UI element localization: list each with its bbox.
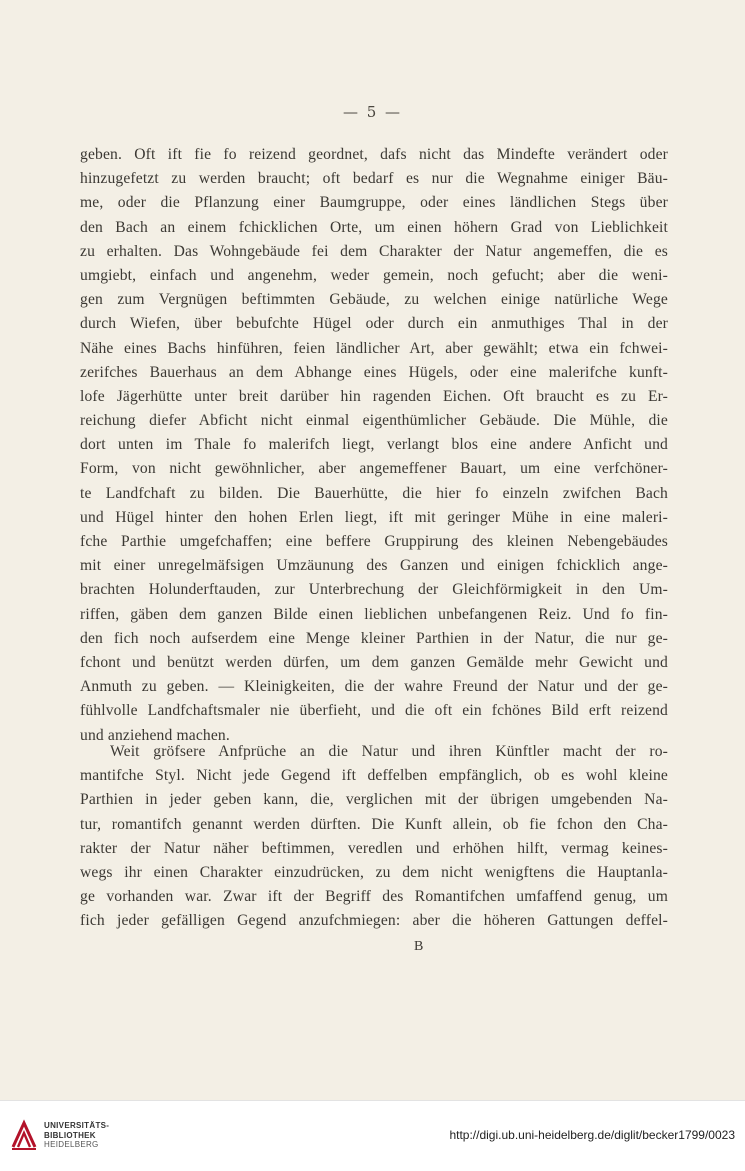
text-line: mit einer unregelmäfsigen Umzäunung des Ganzen und einigen fchicklich ange- (80, 557, 668, 575)
library-name-line-3: HEIDELBERG (44, 1140, 99, 1149)
text-line: zerifches Bauerhaus an dem Abhange eines Hügels, oder eine malerifche kunft- (80, 363, 668, 381)
text-line: me, oder die Pflanzung einer Baumgruppe, oder eines ländlichen Stegs über (80, 194, 668, 212)
text-line: mantifche Styl. Nicht jede Gegend ift deffelben empfänglich, ob es wohl kleine (80, 767, 668, 785)
signature-mark: B (414, 939, 424, 954)
text-line: riffen, gäben dem ganzen Bilde einen lieblichen unbefangenen Reiz. Und fo fin- (80, 605, 668, 623)
footer-bar (0, 1100, 745, 1171)
text-line: Nähe eines Bachs hinführen, feien ländlicher Art, aber gewählt; etwa ein fchwei- (80, 339, 668, 357)
text-line: den fich noch aufserdem eine Menge kleiner Parthien in der Natur, die nur ge- (80, 629, 668, 647)
text-line: und anziehend machen. (80, 726, 230, 744)
text-line: fchont und benützt werden dürfen, um dem ganzen Gemälde mehr Gewicht und (80, 653, 668, 671)
text-line: fich jeder gefälligen Gegend anzufchmiegen: aber die höheren Gattungen deffel- (80, 912, 668, 930)
library-name[interactable] (44, 1121, 109, 1150)
paragraph-1 (80, 143, 668, 748)
text-line: gen zum Vergnügen beftimmten Gebäude, zu welchen einige natürliche Wege (80, 291, 668, 309)
text-line: umgiebt, einfach und angenehm, weder gemein, noch gefucht; aber die weni- (80, 266, 668, 284)
text-line: Weit gröfsere Anfprüche an die Natur und ihren Künftler macht der ro- (110, 743, 668, 760)
library-name-line-1: UNIVERSITÄTS- (44, 1121, 110, 1130)
text-line: und Hügel hinter den hohen Erlen liegt, ift mit geringer Mühe in eine maleri- (80, 508, 668, 526)
paragraph-2 (80, 740, 668, 934)
text-line: ge vorhanden war. Zwar ift der Begriff des Romantifchen umfaffend genug, um (80, 888, 668, 906)
text-line: fche Parthie umgefchaffen; eine beffere Gruppirung des kleinen Nebengebäudes (80, 533, 668, 550)
page-url-link[interactable]: http://digi.ub.uni-heidelberg.de/diglit/becker1799/0023 (449, 1128, 735, 1142)
text-line: Form, von nicht gewöhnlicher, aber angemeffener Bauart, um eine verfchöner- (80, 460, 668, 478)
text-line: den Bach an einem fchicklichen Orte, um einen höhern Grad von Lieblichkeit (80, 218, 668, 236)
text-line: te Landfchaft zu bilden. Die Bauerhütte, die hier fo einzeln zwifchen Bach (80, 484, 668, 502)
text-line: lofe Jägerhütte unter breit darüber hin ragenden Eichen. Oft braucht es zu Er- (80, 387, 668, 405)
text-line: tur, romantifch genannt werden dürften. Die Kunft allein, ob fie fchon den Cha- (80, 815, 668, 833)
text-line: reichung diefer Abficht nicht einmal eigenthümlicher Gebäude. Die Mühle, die (80, 412, 668, 430)
text-line: Anmuth zu geben. — Kleinigkeiten, die der wahre Freund der Natur und der ge- (80, 678, 668, 696)
text-line: hinzugefetzt zu werden braucht; oft bedarf es nur die Wegnahme einiger Bäu- (80, 170, 668, 188)
text-line: durch Wiefen, über bebufchte Hügel oder durch ein anmuthiges Thal in der (80, 315, 668, 333)
university-library-logo-icon[interactable] (10, 1119, 38, 1151)
text-line: zu erhalten. Das Wohngebäude fei dem Charakter der Natur angemeffen, die es (80, 242, 668, 260)
text-line: rakter der Natur näher beftimmen, veredlen und erhöhen hilft, vermag keines- (80, 839, 668, 857)
text-line: Parthien in jeder geben kann, die, verglichen mit der übrigen umgebenden Na- (80, 791, 668, 809)
library-name-line-2: BIBLIOTHEK (44, 1130, 96, 1140)
text-line: brachten Holunderftauden, zur Unterbrechung der Gleichförmigkeit in den Um- (80, 581, 668, 599)
text-line: wegs ihr einen Charakter einzudrücken, zu dem nicht wenigftens die Hauptanla- (80, 863, 668, 881)
text-line: geben. Oft ift fie fo reizend geordnet, dafs nicht das Mindefte verändert oder (80, 146, 668, 163)
page-number: — 5 — (342, 103, 403, 121)
text-line: fühlvolle Landfchaftsmaler nie überfieht, und die oft ein fchönes Bild erft reizend (80, 702, 668, 720)
text-line: dort unten im Thale fo malerifch liegt, verlangt blos eine andere Anficht und (80, 436, 668, 454)
